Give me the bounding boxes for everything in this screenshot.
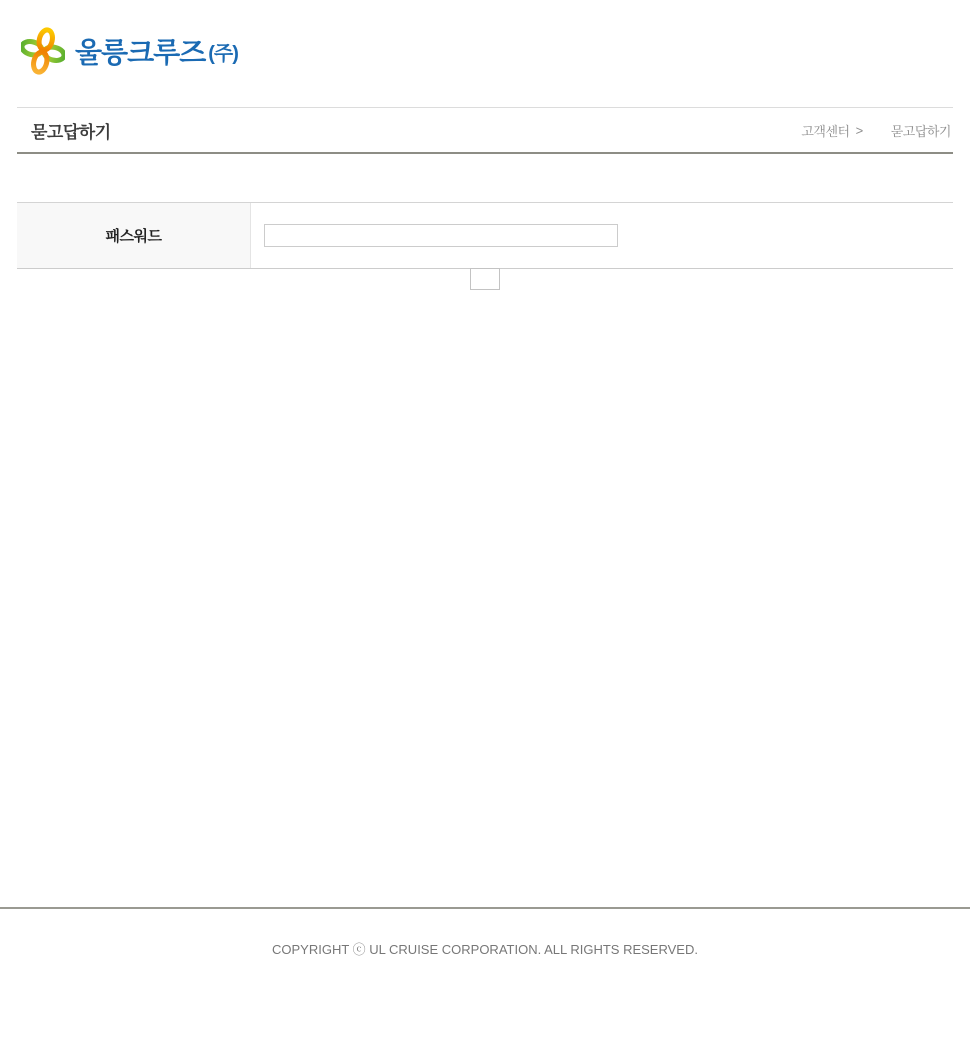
header bbox=[17, 0, 953, 107]
page-container bbox=[17, 0, 953, 907]
copyright-text: COPYRIGHT ⓒ UL CRUISE CORPORATION. ALL RIGHTS RESERVED. bbox=[272, 942, 698, 957]
empty-content-spacer bbox=[17, 290, 953, 907]
password-form bbox=[17, 202, 953, 290]
breadcrumb-current: 묻고답하기 bbox=[890, 123, 951, 139]
form-table bbox=[17, 202, 953, 269]
company-name: 울릉크루즈 bbox=[75, 37, 206, 68]
footer bbox=[0, 907, 970, 1039]
submit-button[interactable] bbox=[470, 268, 500, 290]
page-title: 묻고답하기 bbox=[31, 122, 111, 142]
company-suffix: (주) bbox=[208, 42, 238, 65]
password-value-cell bbox=[251, 203, 953, 268]
password-input[interactable] bbox=[264, 224, 618, 247]
password-label: 패스워드 bbox=[17, 203, 251, 268]
breadcrumb bbox=[801, 121, 951, 140]
logo[interactable] bbox=[21, 26, 251, 76]
title-bar bbox=[17, 107, 953, 154]
button-row bbox=[17, 268, 953, 290]
breadcrumb-parent[interactable]: 고객센터 bbox=[801, 123, 850, 139]
breadcrumb-separator-icon: > bbox=[855, 122, 863, 138]
pinwheel-flower-icon bbox=[21, 26, 65, 76]
